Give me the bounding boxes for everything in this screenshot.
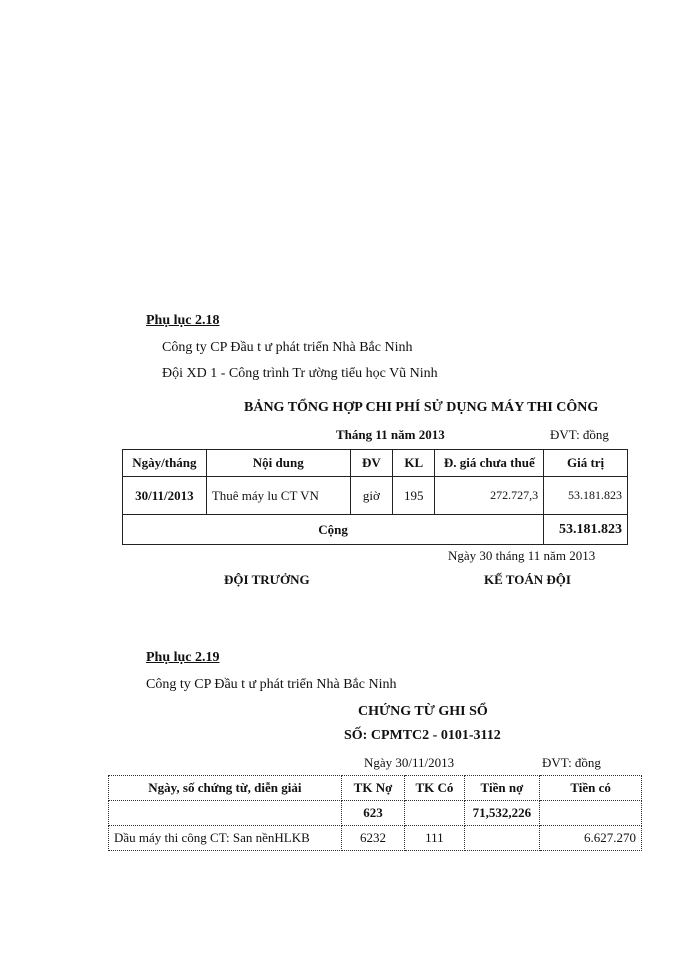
- col-description: Ngày, số chứng từ, diễn giải: [109, 776, 342, 801]
- unit-label: ĐVT: đồng: [550, 427, 609, 442]
- report-title: BẢNG TỔNG HỢP CHI PHÍ SỬ DỤNG MÁY THI CÔNG: [244, 400, 599, 415]
- row-qty: 195: [393, 477, 435, 515]
- date-line: Ngày 30 tháng 11 năm 2013: [448, 548, 596, 563]
- row-unit: giờ: [350, 477, 392, 515]
- report-month: Tháng 11 năm 2013: [336, 427, 445, 442]
- table-header-row: [123, 450, 628, 477]
- col-value: Giá trị: [544, 450, 628, 477]
- row1-debit-account: 623: [341, 801, 404, 826]
- row-content: Thuê máy lu CT VN: [206, 477, 350, 515]
- col-price: Đ. giá chưa thuế: [435, 450, 544, 477]
- table-row: [123, 477, 628, 515]
- team-name: Đội XD 1 - Công trình Tr ường tiểu học Vũ Ninh: [162, 366, 438, 381]
- unit-label-2: ĐVT: đồng: [542, 755, 601, 770]
- voucher-table: [108, 775, 642, 851]
- row2-description: Dầu máy thi công CT: San nềnHLKB: [109, 826, 342, 851]
- col-unit: ĐV: [350, 450, 392, 477]
- table-row: [109, 826, 642, 851]
- col-date: Ngày/tháng: [123, 450, 207, 477]
- row2-debit-amount: [464, 826, 540, 851]
- signature-accountant: KẾ TOÁN ĐỘI: [484, 572, 571, 587]
- total-value: 53.181.823: [544, 515, 628, 545]
- row1-credit-amount: [540, 801, 642, 826]
- row2-credit-account: 111: [405, 826, 464, 851]
- row1-description: [109, 801, 342, 826]
- row1-credit-account: [405, 801, 464, 826]
- appendix-heading-2: Phụ lục 2.19: [146, 650, 220, 665]
- voucher-number: SỐ: CPMTC2 - 0101-3112: [344, 728, 501, 743]
- voucher-date: Ngày 30/11/2013: [364, 755, 455, 770]
- col-qty: KL: [393, 450, 435, 477]
- col-debit-account: TK Nợ: [341, 776, 404, 801]
- voucher-title: CHỨNG TỪ GHI SỔ: [358, 704, 488, 719]
- table-row: [109, 801, 642, 826]
- row2-debit-account: 6232: [341, 826, 404, 851]
- signature-team-leader: ĐỘI TRƯỞNG: [224, 572, 310, 587]
- row-date: 30/11/2013: [123, 477, 207, 515]
- col-credit-account: TK Có: [405, 776, 464, 801]
- table-header-row: [109, 776, 642, 801]
- row1-debit-amount: 71,532,226: [464, 801, 540, 826]
- company-name-2: Công ty CP Đầu t ư phát triển Nhà Bắc Ninh: [146, 677, 397, 692]
- machine-cost-table: [122, 449, 628, 545]
- col-debit-amount: Tiền nợ: [464, 776, 540, 801]
- appendix-heading: Phụ lục 2.18: [146, 313, 220, 328]
- company-name: Công ty CP Đầu t ư phát triển Nhà Bắc Ninh: [162, 340, 413, 355]
- row2-credit-amount: 6.627.270: [540, 826, 642, 851]
- total-label: Cộng: [123, 515, 544, 545]
- col-credit-amount: Tiền có: [540, 776, 642, 801]
- col-content: Nội dung: [206, 450, 350, 477]
- total-row: [123, 515, 628, 545]
- row-value: 53.181.823: [544, 477, 628, 515]
- row-price: 272.727,3: [435, 477, 544, 515]
